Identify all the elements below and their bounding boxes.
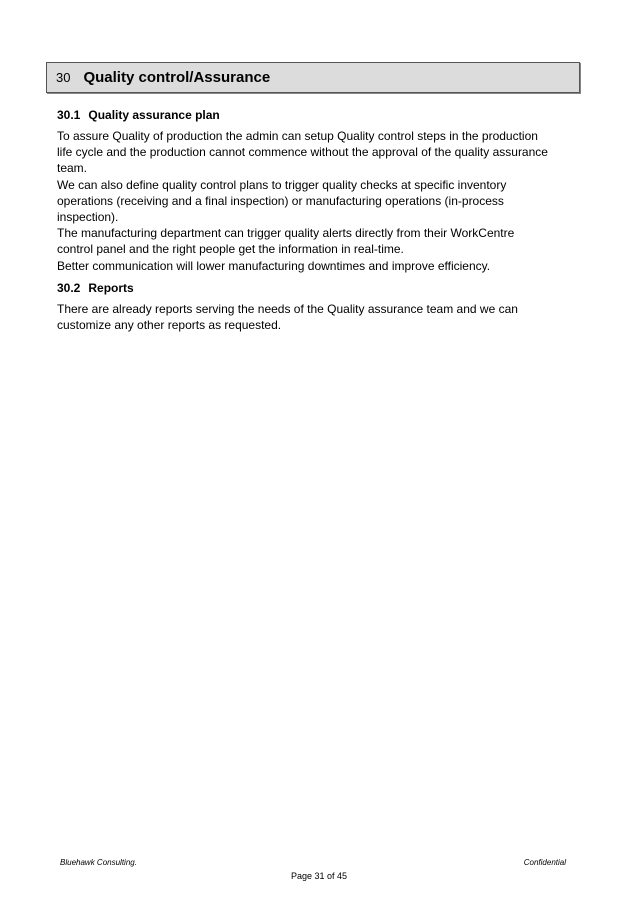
chapter-number: 30 [56, 70, 71, 85]
section-body [57, 301, 577, 333]
section-title: Quality assurance plan [88, 108, 220, 122]
section-title: Reports [88, 281, 134, 295]
body-line: team. [57, 161, 88, 176]
body-line: Better communication will lower manufacturing downtimes and improve efficiency. [57, 258, 491, 273]
body-line: customize any other reports as requested. [57, 318, 282, 333]
section-number: 30.2 [57, 281, 81, 295]
section-body [57, 128, 577, 274]
section-heading [57, 281, 577, 296]
body-line: inspection). [57, 210, 119, 225]
footer-classification: Confidential [523, 858, 566, 867]
footer-company: Bluehawk Consulting. [60, 858, 137, 867]
section-reports [57, 281, 577, 333]
body-line: To assure Quality of production the admin can setup Quality control steps in the production [57, 129, 538, 143]
body-line: There are already reports serving the needs of the Quality assurance team and we can [57, 302, 518, 316]
section-quality-assurance-plan [57, 108, 577, 274]
body-line: The manufacturing department can trigger quality alerts directly from their WorkCentre [57, 226, 515, 241]
section-number: 30.1 [57, 108, 81, 122]
section-heading [57, 108, 577, 123]
body-line: control panel and the right people get the information in real-time. [57, 242, 404, 257]
footer-page-number: Page 31 of 45 [290, 871, 348, 881]
body-line: operations (receiving and a final inspection) or manufacturing operations (in-process [57, 193, 504, 208]
body-line: We can also define quality control plans to trigger quality checks at specific inventory [57, 177, 507, 192]
body-line: life cycle and the production cannot commence without the approval of the quality assurance [57, 145, 548, 160]
chapter-title: Quality control/Assurance [83, 69, 271, 86]
chapter-heading [46, 62, 580, 93]
